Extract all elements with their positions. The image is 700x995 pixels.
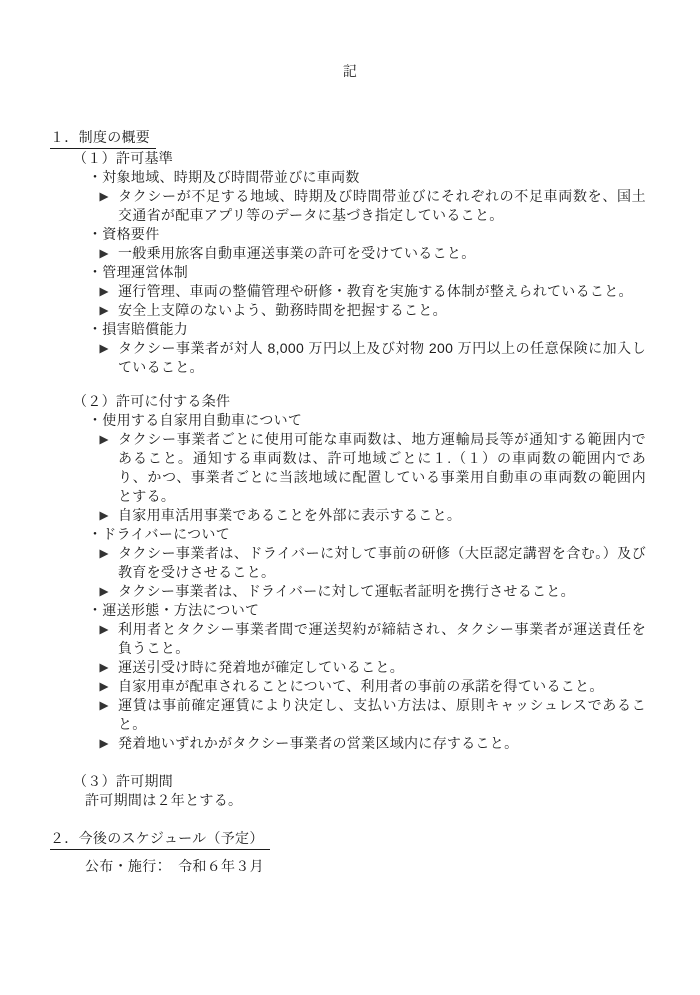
arrow-bullet-icon (99, 187, 118, 225)
section-1-heading: １．制度の概要 (50, 128, 156, 149)
bullet-item: ・対象地域、時期及び時間帯並びに車両数 (88, 169, 360, 185)
arrow-item (99, 620, 700, 658)
arrow-item (99, 282, 700, 301)
arrow-item-text: タクシー事業者は、ドライバーに対して事前の研修（大臣認定講習を含む。）及び教育を受けさせること。 (118, 545, 646, 580)
arrow-item-text: 運行管理、車両の整備管理や研修・教育を実施する体制が整えられていること。 (118, 283, 633, 299)
arrow-item-text: 安全上支障のないよう、勤務時間を把握すること。 (118, 302, 447, 318)
remark-heading: 記 (342, 63, 358, 79)
arrow-bullet-icon (99, 282, 118, 301)
arrow-item (99, 696, 700, 734)
bullet-item: ・管理運営体制 (88, 264, 189, 280)
arrow-bullet-icon (99, 301, 118, 320)
arrow-item (99, 544, 700, 582)
bullet-item: ・資格要件 (88, 226, 160, 242)
arrow-item-text: 自家用車活用事業であることを外部に表示すること。 (118, 507, 462, 523)
bullet-item: ・使用する自家用自動車について (88, 412, 303, 428)
arrow-item (99, 677, 700, 696)
subsection-1-3-body: 許可期間は２年とする。 (85, 792, 243, 808)
arrow-item (99, 244, 700, 263)
arrow-item (99, 187, 700, 225)
arrow-item-text: タクシー事業者ごとに使用可能な車両数は、地方運輸局長等が通知する範囲内であること。通知する車両数は、許可地域ごとに１.（１）の車両数の範囲内であり、かつ、事業者ごとに当該地域に配置している事業用自動車の車両数の範囲内とする。 (118, 431, 646, 504)
arrow-bullet-icon (99, 244, 118, 263)
arrow-bullet-icon (99, 658, 118, 677)
arrow-item-text: 発着地いずれかがタクシー事業者の営業区域内に存すること。 (118, 735, 519, 751)
subsection-1-2-heading: （２）許可に付する条件 (73, 393, 231, 409)
section-2-heading: ２．今後のスケジュール（予定） (50, 829, 270, 850)
arrow-item-text: タクシー事業者は、ドライバーに対して運転者証明を携行させること。 (118, 583, 575, 599)
arrow-item-text: 運賃は事前確定運賃により決定し、支払い方法は、原則キャッシュレスであること。 (118, 697, 646, 732)
section-2-body: 公布・施行： 令和６年３月 (85, 858, 264, 874)
arrow-item-text: 自家用車が配車されることについて、利用者の事前の承諾を得ていること。 (118, 678, 604, 694)
subsection-1-3-heading: （３）許可期間 (73, 773, 174, 789)
arrow-item (99, 301, 700, 320)
arrow-bullet-icon (99, 506, 118, 525)
arrow-bullet-icon (99, 582, 118, 601)
arrow-item (99, 734, 700, 753)
arrow-item-text: 運送引受け時に発着地が確定していること。 (118, 659, 404, 675)
arrow-item-text: 一般乗用旅客自動車運送事業の許可を受けていること。 (118, 245, 476, 261)
arrow-item (99, 339, 700, 377)
arrow-bullet-icon (99, 339, 118, 377)
arrow-bullet-icon (99, 430, 118, 506)
arrow-bullet-icon (99, 677, 118, 696)
arrow-item-text: タクシー事業者が対人 8,000 万円以上及び対物 200 万円以上の任意保険に加入していること。 (118, 340, 646, 375)
arrow-item (99, 582, 700, 601)
section-1-heading-row (50, 128, 700, 149)
arrow-item (99, 658, 700, 677)
arrow-bullet-icon (99, 544, 118, 582)
arrow-bullet-icon (99, 696, 118, 734)
arrow-bullet-icon (99, 734, 118, 753)
bullet-item: ・運送形態・方法について (88, 602, 260, 618)
subsection-1-1-heading: （１）許可基準 (73, 150, 174, 166)
bullet-item: ・損害賠償能力 (88, 321, 189, 337)
arrow-item (99, 430, 700, 506)
arrow-bullet-icon (99, 620, 118, 658)
arrow-item (99, 506, 700, 525)
arrow-item-text: タクシーが不足する地域、時期及び時間帯並びにそれぞれの不足車両数を、国土交通省が配車アプリ等のデータに基づき指定していること。 (118, 188, 646, 223)
bullet-item: ・ドライバーについて (88, 526, 231, 542)
arrow-item-text: 利用者とタクシー事業者間で運送契約が締結され、タクシー事業者が運送責任を負うこと。 (118, 621, 646, 656)
section-2-heading-row (50, 829, 700, 850)
